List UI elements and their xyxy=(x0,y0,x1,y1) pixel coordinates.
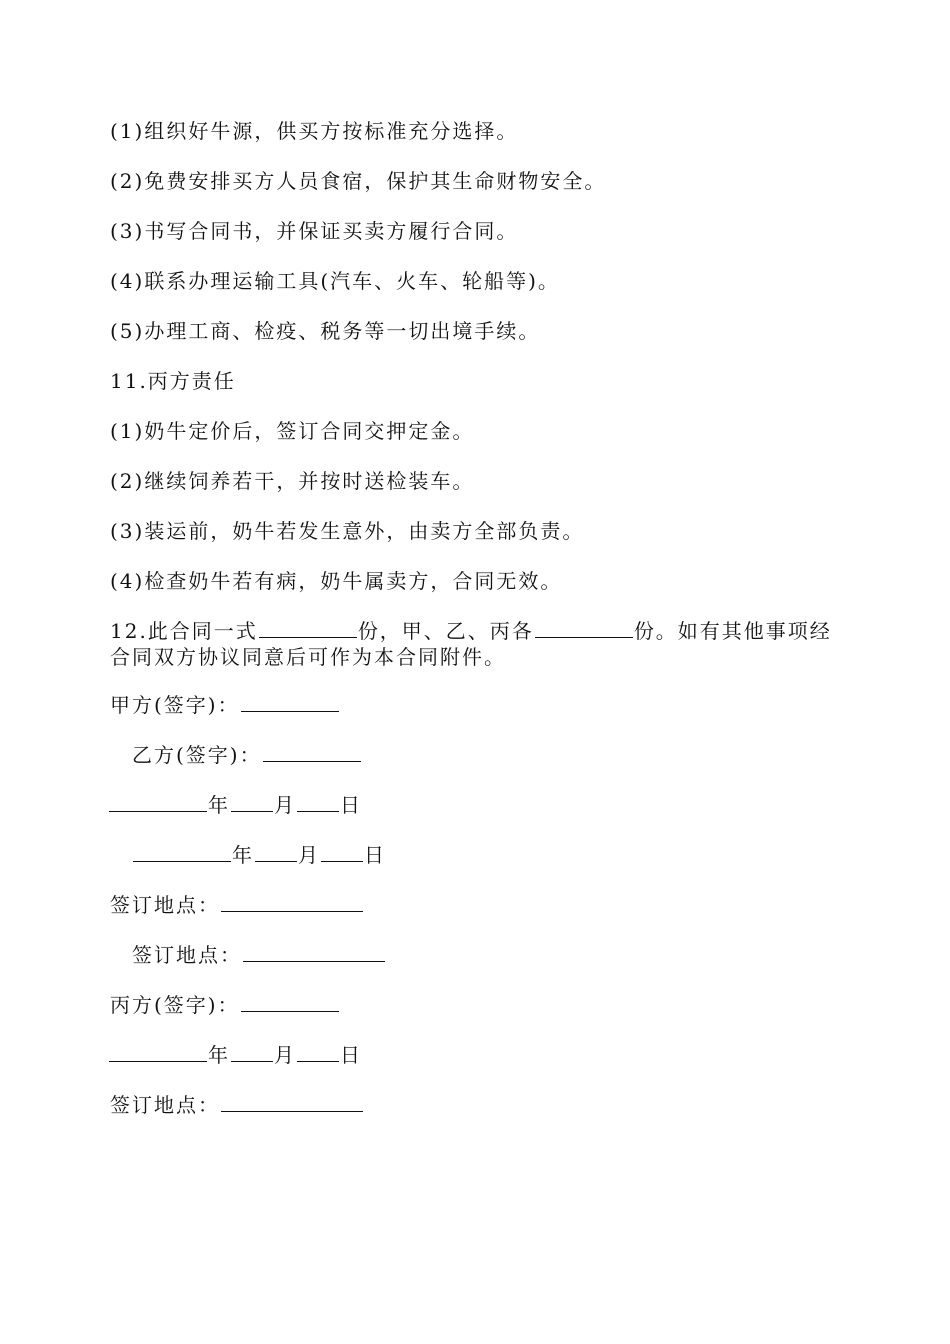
party-b-date-line xyxy=(132,842,386,868)
seller-duty-4: (4)联系办理运输工具(汽车、火车、轮船等)。 xyxy=(110,269,560,293)
seller-duty-3: (3)书写合同书，并保证买卖方履行合同。 xyxy=(110,219,519,243)
party-a-date-line xyxy=(108,792,362,818)
seller-duty-1: (1)组织好牛源，供买方按标准充分选择。 xyxy=(110,119,519,143)
place-label: 签订地点： xyxy=(110,893,220,917)
place-label: 签订地点： xyxy=(132,943,242,967)
party-c-label: 丙方(签字)： xyxy=(110,993,240,1017)
day-label: 日 xyxy=(340,1043,362,1067)
month-label: 月 xyxy=(274,793,296,817)
section-12-paragraph xyxy=(110,618,850,670)
month-label: 月 xyxy=(274,1043,296,1067)
place-blank xyxy=(243,943,385,962)
party-c-duty-4: (4)检查奶牛若有病，奶牛属卖方，合同无效。 xyxy=(110,569,563,593)
seller-duty-2: (2)免费安排买方人员食宿，保护其生命财物安全。 xyxy=(110,169,607,193)
party-b-signature-blank xyxy=(263,743,361,762)
party-b-place-line xyxy=(132,942,386,968)
year-blank xyxy=(109,1043,207,1062)
party-a-label: 甲方(签字)： xyxy=(110,693,240,717)
party-a-place-line xyxy=(110,892,364,918)
year-label: 年 xyxy=(208,793,230,817)
section-11-heading: 11.丙方责任 xyxy=(110,369,236,393)
place-blank xyxy=(221,1093,363,1112)
place-blank xyxy=(221,893,363,912)
section-12-text-3: 份。如有其他事项经合同双方协议同意后可作为本合同附件。 xyxy=(110,619,832,669)
party-b-signature-line xyxy=(132,742,362,768)
day-label: 日 xyxy=(364,843,386,867)
party-c-duty-1: (1)奶牛定价后，签订合同交押定金。 xyxy=(110,419,475,443)
party-c-duty-3: (3)装运前，奶牛若发生意外，由卖方全部负责。 xyxy=(110,519,585,543)
month-blank xyxy=(231,1043,273,1062)
year-label: 年 xyxy=(208,1043,230,1067)
party-c-place-line xyxy=(110,1092,364,1118)
month-blank xyxy=(231,793,273,812)
copies-total-blank xyxy=(259,619,357,638)
year-label: 年 xyxy=(232,843,254,867)
party-c-date-line xyxy=(108,1042,362,1068)
section-12-text-2: 份，甲、乙、丙各 xyxy=(357,619,534,643)
year-blank xyxy=(133,843,231,862)
party-b-label: 乙方(签字)： xyxy=(132,743,262,767)
party-a-signature-line xyxy=(110,692,340,718)
day-label: 日 xyxy=(340,793,362,817)
party-a-signature-blank xyxy=(241,693,339,712)
party-c-signature-blank xyxy=(241,993,339,1012)
day-blank xyxy=(297,793,339,812)
party-c-signature-line xyxy=(110,992,340,1018)
party-c-duty-2: (2)继续饲养若干，并按时送检装车。 xyxy=(110,469,475,493)
month-label: 月 xyxy=(298,843,320,867)
copies-each-blank xyxy=(535,619,633,638)
place-label: 签订地点： xyxy=(110,1093,220,1117)
day-blank xyxy=(297,1043,339,1062)
section-12-text-1: 12.此合同一式 xyxy=(110,619,258,643)
seller-duty-5: (5)办理工商、检疫、税务等一切出境手续。 xyxy=(110,319,541,343)
day-blank xyxy=(321,843,363,862)
year-blank xyxy=(109,793,207,812)
month-blank xyxy=(255,843,297,862)
